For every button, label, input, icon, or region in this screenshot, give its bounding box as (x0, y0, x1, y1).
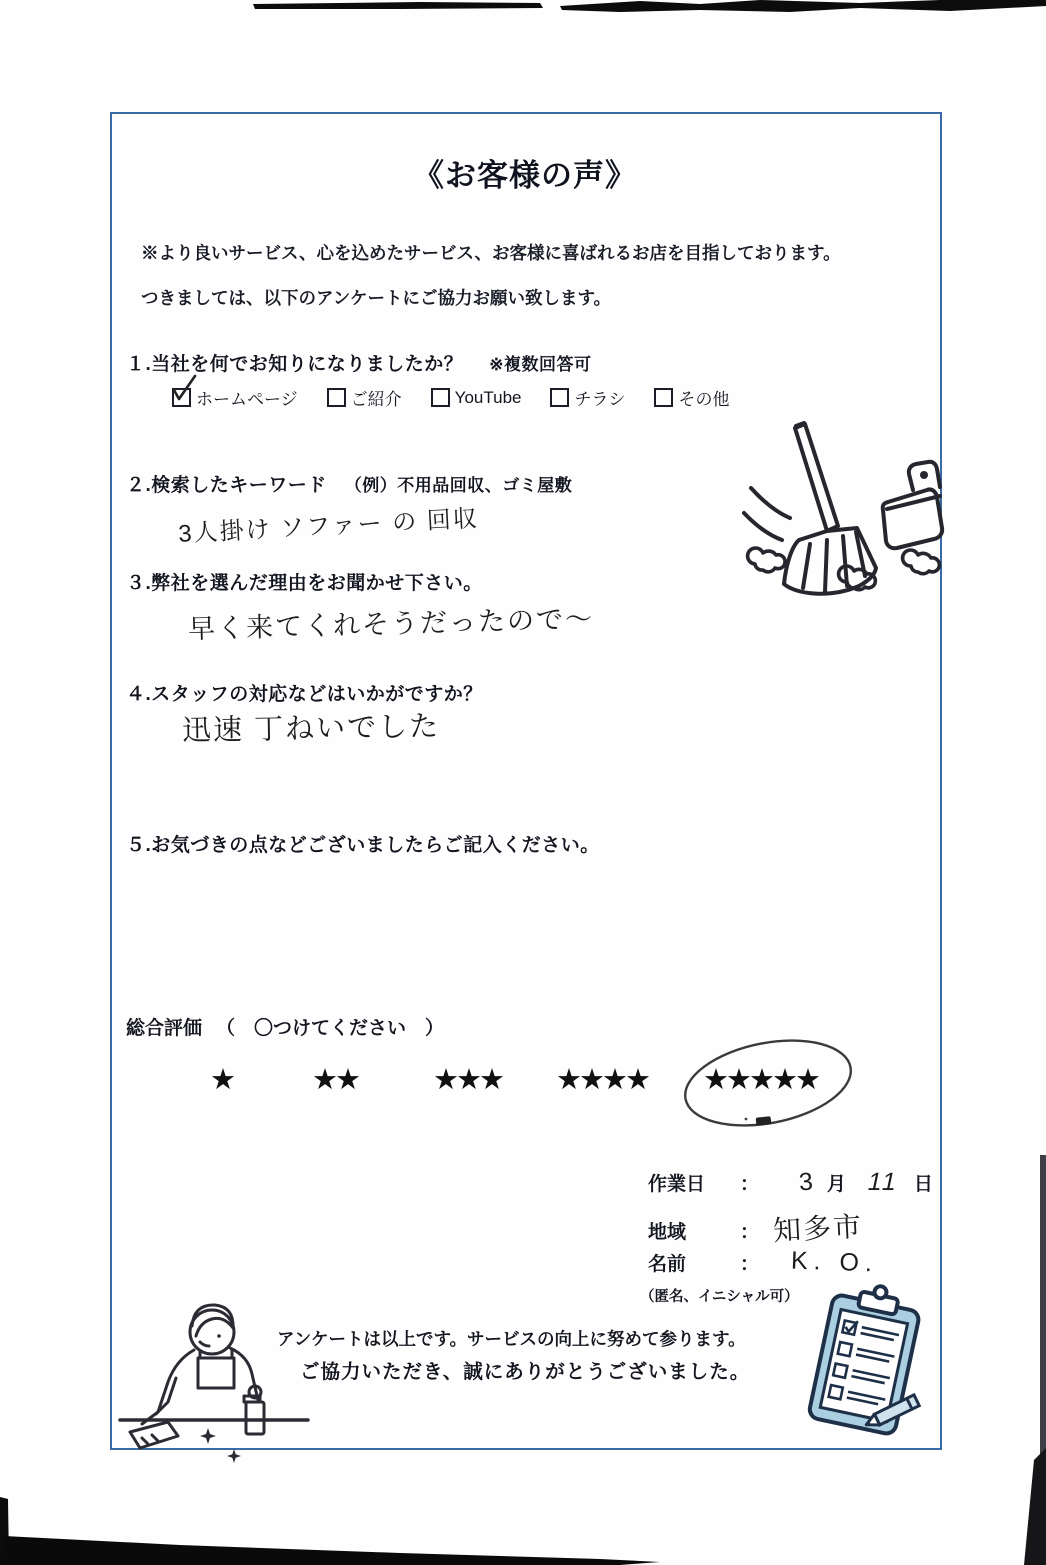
rating-2-stars: ★★ (312, 1064, 358, 1096)
intro-line-1: ※より良いサービス、心を込めたサービス、お客様に喜ばれるお店を目指しております。 (141, 244, 841, 264)
region-handwritten-value: 知多市 (772, 1210, 864, 1247)
name-note: （匿名、イニシャル可） (640, 1289, 799, 1305)
region-label: 地域 (648, 1222, 687, 1243)
checkbox-referral-label: ご紹介 (350, 390, 402, 409)
day-suffix: 日 (913, 1174, 933, 1195)
checkbox-youtube-label: YouTube (454, 387, 522, 407)
intro-line-2: つきましては、以下のアンケートにご協力お願い致します。 (141, 289, 612, 309)
work-date-month-handwritten: 3 (798, 1167, 816, 1197)
question-1-note: ※複数回答可 (489, 355, 592, 374)
name-label: 名前 (648, 1254, 687, 1275)
checkbox-other-label: その他 (678, 390, 730, 409)
work-date-label: 作業日 (648, 1174, 706, 1195)
question-3: ３.弊社を選んだ理由をお聞かせ下さい。 (126, 573, 483, 594)
question-2-handwritten-answer: 3人掛け ソファー の 回収 (177, 505, 480, 548)
rating-4-stars: ★★★★ (556, 1064, 648, 1096)
rating-instruction: （ 〇つけてください ） (216, 1018, 445, 1039)
question-2-label: ２.検索したキーワード (126, 475, 327, 496)
footer-line-1: アンケートは以上です。サービスの向上に努めて参ります。 (277, 1329, 746, 1349)
checkbox-flyer-label: チラシ (574, 390, 626, 409)
colon: ： (740, 1222, 760, 1243)
name-handwritten-value: K. O. (790, 1246, 879, 1278)
question-3-handwritten-answer: 早く来てくれそうだったので〜 (187, 603, 595, 645)
month-suffix: 月 (826, 1174, 846, 1195)
rating-label: 総合評価 (126, 1018, 203, 1039)
question-2-hint: （例）不用品回収、ゴミ屋敷 (344, 476, 573, 495)
question-1-label: １.当社を何でお知りになりましたか？ (126, 354, 464, 375)
page-title: 《お客様の声》 (413, 158, 637, 194)
colon: ： (740, 1254, 760, 1275)
question-4: ４.スタッフの対応などはいかがですか？ (126, 684, 483, 705)
rating-5-stars-selected: ★★★★★ (703, 1064, 818, 1096)
checkbox-homepage-label: ホームページ (196, 390, 298, 409)
colon: ： (740, 1174, 760, 1195)
question-5: ５.お気づきの点などございましたらご記入ください。 (126, 835, 600, 856)
work-date-day-handwritten: 11 (865, 1168, 901, 1196)
rating-3-stars: ★★★ (433, 1064, 502, 1096)
question-4-handwritten-answer: 迅速 丁ねいでした (181, 710, 441, 748)
footer-line-2: ご協力いただき、誠にありがとうございました。 (300, 1361, 751, 1383)
rating-1-star: ★ (210, 1064, 233, 1096)
